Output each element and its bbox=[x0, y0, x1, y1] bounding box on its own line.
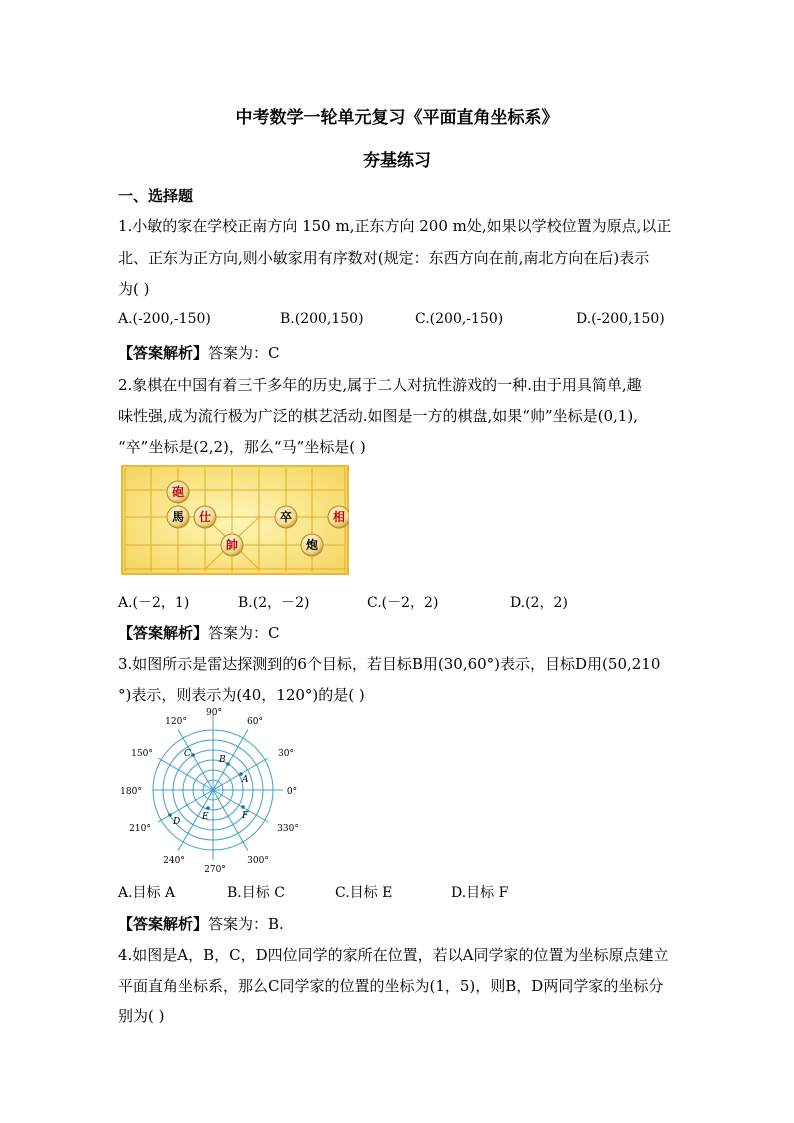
svg-text:馬: 馬 bbox=[171, 510, 185, 524]
q3-option-b: B.目标 C bbox=[227, 885, 285, 901]
chess-piece-xiang bbox=[328, 506, 349, 528]
q3-line-1: 3.如图所示是雷达探测到的6个目标，若目标B用(30,60°)表示，目标D用(50,210 bbox=[118, 655, 661, 673]
target-label-d: D bbox=[173, 817, 181, 827]
angle-label-120: 120° bbox=[165, 717, 187, 727]
angle-label-150: 150° bbox=[131, 749, 153, 759]
q2-answer bbox=[118, 622, 280, 643]
svg-text:卒: 卒 bbox=[279, 510, 293, 524]
angle-label-90: 90° bbox=[206, 708, 222, 718]
q3-answer-text: 答案为：B. bbox=[208, 915, 284, 933]
angle-label-210: 210° bbox=[129, 824, 151, 834]
q3-answer bbox=[118, 913, 284, 934]
q2-line-2: 味性强,成为流行极为广泛的棋艺活动.如图是一方的棋盘,如果“帅”坐标是(0,1), bbox=[118, 407, 638, 425]
board-background bbox=[121, 465, 349, 575]
q4-line-1: 4.如图是A，B，C，D四位同学的家所在位置，若以A同学家的位置为坐标原点建立 bbox=[118, 946, 669, 964]
q1-answer-text: 答案为：C bbox=[208, 344, 280, 362]
svg-text:帥: 帥 bbox=[225, 538, 239, 552]
target-label-a: A bbox=[242, 775, 249, 785]
q2-line-3: “卒”坐标是(2,2)，那么“马”坐标是( ) bbox=[118, 438, 366, 456]
q2-option-d: D.(2，2) bbox=[510, 595, 568, 611]
q1-option-a: A.(-200,-150) bbox=[118, 311, 211, 327]
chess-piece-ma bbox=[167, 506, 189, 528]
chess-piece-pao-black bbox=[301, 534, 323, 556]
q1-answer bbox=[118, 342, 280, 363]
chess-piece-shuai bbox=[221, 534, 243, 556]
q4-line-2: 平面直角坐标系，那么C同学家的位置的坐标为(1，5)，则B，D两同学家的坐标分 bbox=[118, 977, 664, 995]
angle-label-30: 30° bbox=[278, 749, 294, 759]
svg-text:炮: 炮 bbox=[305, 538, 319, 552]
svg-text:仕: 仕 bbox=[198, 510, 212, 524]
chessboard-figure bbox=[121, 465, 349, 575]
document-title: 中考数学一轮单元复习《平面直角坐标系》 bbox=[235, 108, 559, 128]
answer-label: 【答案解析】 bbox=[118, 915, 209, 933]
svg-text:相: 相 bbox=[332, 510, 346, 524]
chess-piece-pao bbox=[167, 481, 189, 503]
q4-line-3: 别为( ) bbox=[118, 1007, 165, 1025]
answer-label: 【答案解析】 bbox=[118, 344, 209, 362]
q1-option-d: D.(-200,150) bbox=[576, 311, 665, 327]
angle-label-330: 330° bbox=[277, 824, 299, 834]
q1-line-1: 1.小敏的家在学校正南方向 150 m,正东方向 200 m处,如果以学校位置为原点,以正 bbox=[118, 217, 672, 235]
radar-figure bbox=[118, 704, 304, 876]
q1-option-c: C.(200,-150) bbox=[415, 311, 504, 327]
svg-text:砲: 砲 bbox=[171, 485, 185, 499]
q3-option-d: D.目标 F bbox=[451, 885, 509, 901]
section-heading: 一、选择题 bbox=[118, 187, 194, 205]
q2-option-c: C.(－2，2) bbox=[367, 595, 439, 611]
q3-line-2: °)表示，则表示为(40，120°)的是( ) bbox=[118, 686, 365, 704]
angle-label-0: 0° bbox=[286, 787, 298, 797]
q1-line-3: 为( ) bbox=[118, 280, 150, 298]
target-label-b: B bbox=[219, 755, 226, 765]
q1-option-b: B.(200,150) bbox=[280, 311, 364, 327]
q2-line-1: 2.象棋在中国有着三千多年的历史,属于二人对抗性游戏的一种.由于用具简单,趣 bbox=[118, 376, 642, 394]
target-label-c: C bbox=[184, 749, 191, 759]
q1-line-2: 北、正东为正方向,则小敏家用有序数对(规定：东西方向在前,南北方向在后)表示 bbox=[118, 249, 650, 267]
answer-label: 【答案解析】 bbox=[118, 624, 209, 642]
angle-label-240: 240° bbox=[163, 856, 185, 866]
angle-label-270: 270° bbox=[204, 865, 226, 875]
q3-option-c: C.目标 E bbox=[335, 885, 393, 901]
q2-answer-text: 答案为：C bbox=[208, 624, 280, 642]
angle-label-300: 300° bbox=[247, 856, 269, 866]
q2-option-b: B.(2，－2) bbox=[238, 595, 310, 611]
target-label-e: E bbox=[202, 812, 209, 822]
angle-label-180: 180° bbox=[120, 787, 142, 797]
chess-piece-shi bbox=[194, 506, 216, 528]
document-subtitle: 夯基练习 bbox=[363, 151, 431, 171]
q3-option-a: A.目标 A bbox=[118, 885, 176, 901]
chess-piece-zu bbox=[275, 506, 297, 528]
q2-option-a: A.(－2，1) bbox=[118, 595, 190, 611]
angle-label-60: 60° bbox=[247, 717, 263, 727]
target-label-f: F bbox=[242, 811, 249, 821]
